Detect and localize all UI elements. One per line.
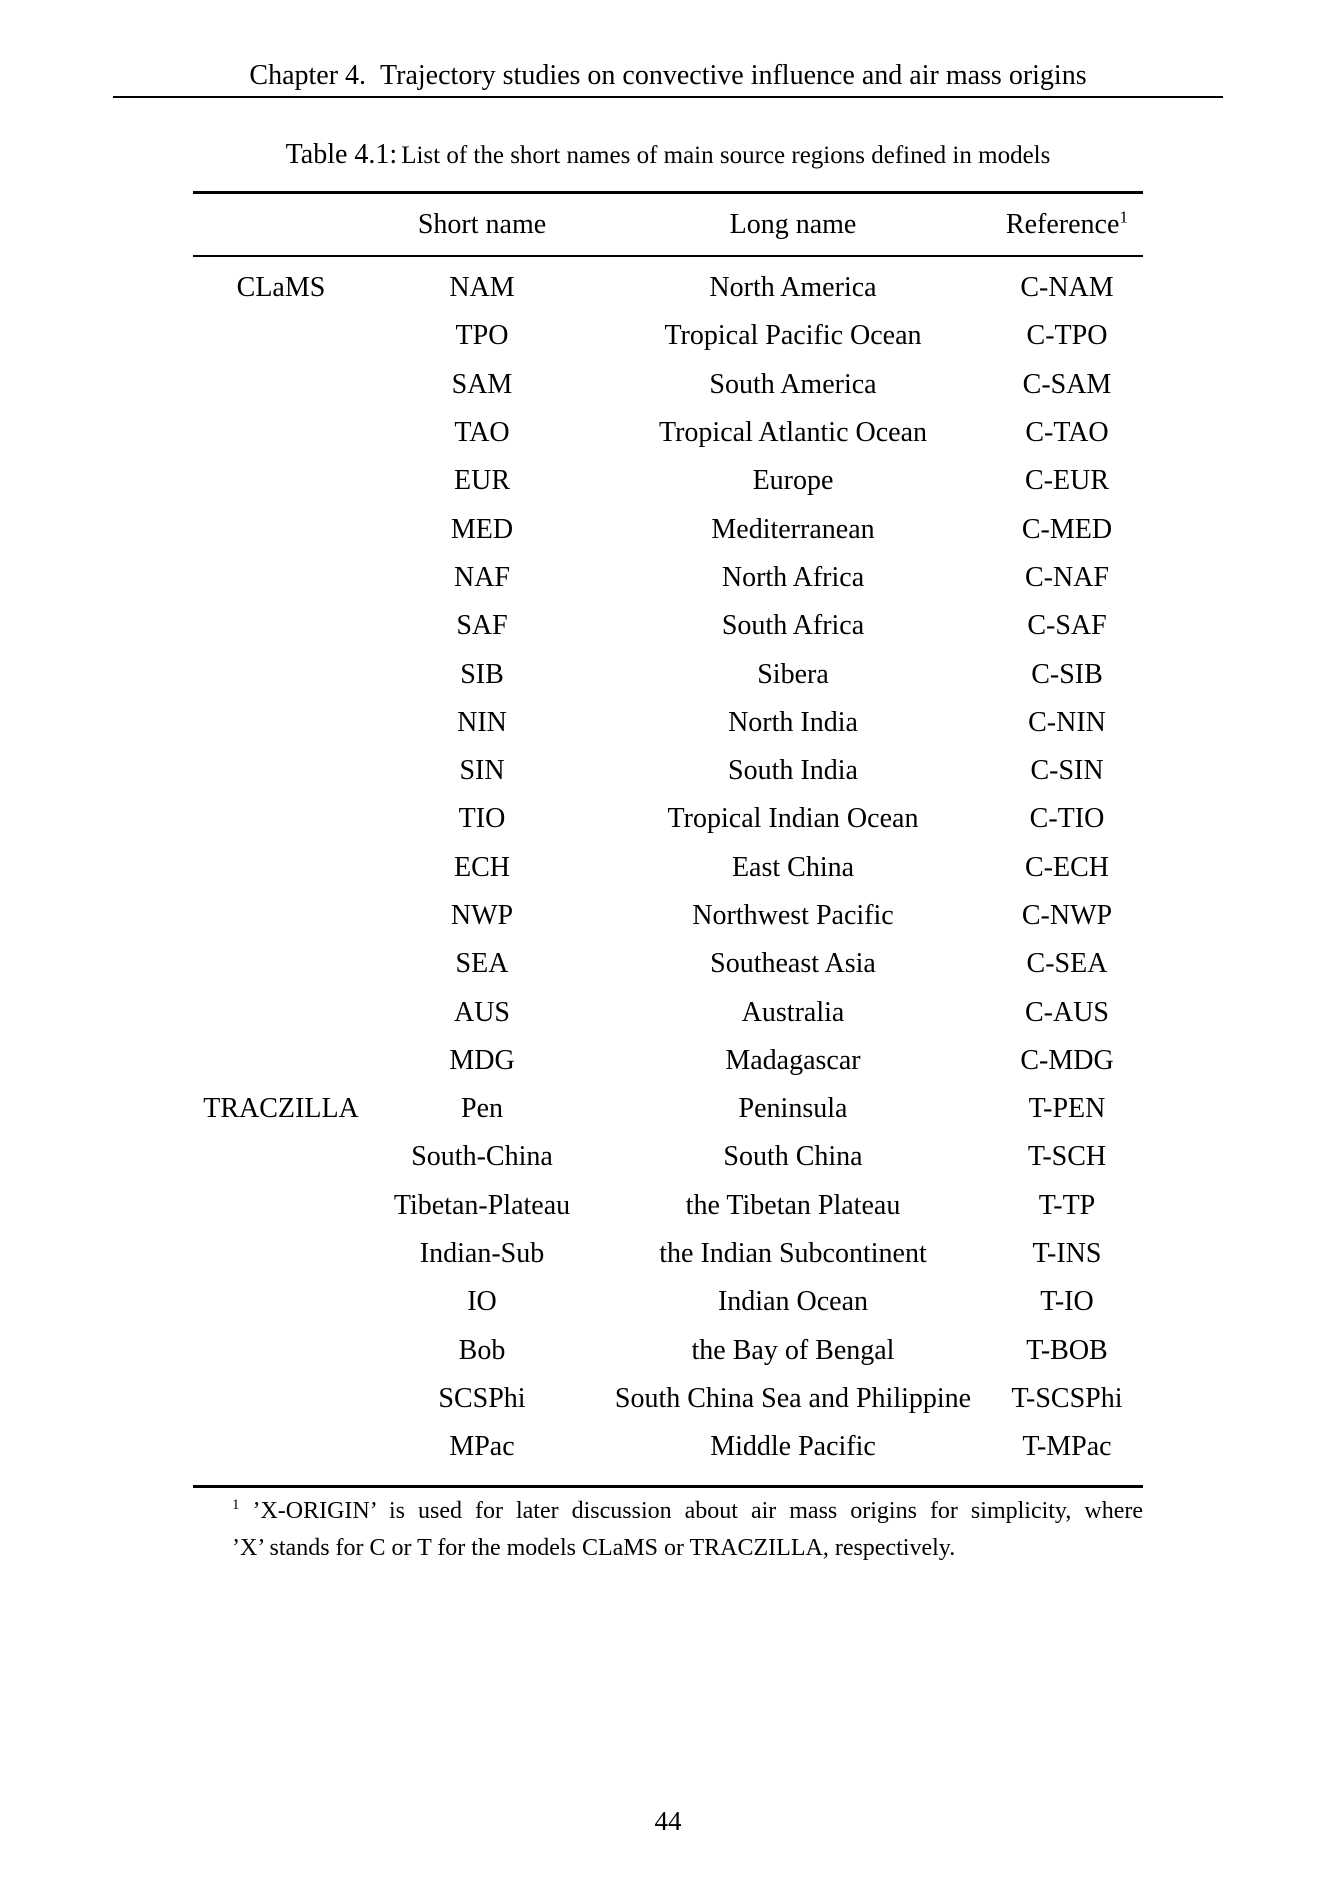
cell-reference: C-SAM [1022, 368, 1112, 400]
cell-reference: C-SEA [1026, 948, 1108, 980]
cell-short-name: ECH [454, 851, 510, 883]
cell-reference: C-AUS [1024, 996, 1109, 1028]
cell-reference: T-TP [1038, 1189, 1096, 1221]
table-row [193, 1133, 1143, 1181]
cell-long-name: Northwest Pacific [692, 900, 894, 931]
cell-short-name: IO [467, 1286, 497, 1318]
cell-long-name: Tropical Indian Ocean [667, 803, 919, 835]
cell-reference: C-MED [1021, 513, 1113, 545]
cell-long-name: Indian Ocean [717, 1286, 869, 1318]
table-row [193, 650, 1143, 698]
chapter-label: Chapter 4. [249, 60, 367, 91]
table-row [193, 1182, 1143, 1230]
footnote-line-1 [232, 1493, 1143, 1530]
table-header-row [193, 194, 1143, 255]
table-body [193, 257, 1143, 1485]
cell-reference: T-PEN [1028, 1093, 1106, 1125]
table-row [193, 312, 1143, 360]
cell-short-name: NIN [457, 706, 507, 738]
cell-short-name: NWP [450, 900, 514, 931]
cell-long-name: Europe [752, 465, 834, 497]
cell-reference: T-BOB [1026, 1334, 1108, 1366]
footnote-line-1-text: ’X-ORIGIN’ is used for later discussion about air mass origins for simplicity, where [252, 1498, 1144, 1525]
cell-short-name: SCSPhi [438, 1382, 526, 1414]
cell-long-name: South China [723, 1141, 863, 1173]
cell-reference: C-SIN [1030, 755, 1104, 787]
cell-reference: T-MPac [1022, 1431, 1112, 1463]
cell-short-name: Bob [458, 1334, 506, 1366]
table-caption [113, 140, 1223, 174]
cell-reference: C-NWP [1021, 900, 1113, 931]
source-regions-table [193, 191, 1143, 1567]
reference-footnote-marker: 1 [1119, 207, 1129, 227]
table-row [193, 361, 1143, 409]
cell-short-name: NAM [449, 272, 515, 304]
cell-reference: T-IO [1040, 1286, 1094, 1318]
cell-reference: C-TIO [1029, 803, 1105, 835]
cell-reference: C-NAM [1020, 272, 1114, 304]
cell-reference: C-NIN [1028, 706, 1106, 738]
cell-short-name: Indian-Sub [419, 1238, 545, 1270]
cell-long-name: the Tibetan Plateau [685, 1189, 901, 1221]
cell-reference: C-SAF [1027, 610, 1107, 642]
table-row [193, 892, 1143, 940]
table-row [193, 1278, 1143, 1326]
cell-reference: C-ECH [1025, 851, 1109, 883]
cell-short-name: MDG [449, 1044, 515, 1076]
cell-short-name: South-China [411, 1141, 553, 1173]
table-caption-label: Table 4.1: [285, 139, 398, 170]
chapter-title: Trajectory studies on convective influence and air mass origins [380, 60, 1087, 91]
table-row [193, 795, 1143, 843]
cell-short-name: AUS [453, 996, 510, 1028]
cell-long-name: the Bay of Bengal [691, 1334, 895, 1366]
table-row [193, 602, 1143, 650]
table-row [193, 1230, 1143, 1278]
cell-long-name: Madagascar [725, 1044, 861, 1076]
cell-long-name: North America [709, 272, 877, 304]
cell-long-name: Australia [741, 996, 845, 1028]
table-caption-text: List of the short names of main source regions defined in models [401, 142, 1051, 169]
cell-long-name: South China Sea and Philippine [614, 1382, 972, 1414]
cell-short-name: MED [450, 513, 514, 545]
cell-model: CLaMS [236, 272, 326, 304]
cell-reference: C-TPO [1026, 320, 1108, 352]
cell-long-name: Southeast Asia [710, 948, 876, 980]
cell-reference: T-SCH [1027, 1141, 1107, 1173]
cell-short-name: Tibetan-Plateau [393, 1189, 571, 1221]
cell-reference: C-NAF [1024, 561, 1109, 593]
cell-short-name: EUR [454, 465, 510, 497]
table-row [193, 844, 1143, 892]
cell-long-name: Peninsula [738, 1093, 848, 1125]
cell-short-name: Pen [461, 1093, 503, 1125]
cell-reference: C-TAO [1025, 417, 1109, 449]
table-row [193, 940, 1143, 988]
cell-long-name: North Africa [721, 561, 865, 593]
cell-long-name: South Africa [721, 610, 865, 642]
cell-reference: C-MDG [1020, 1044, 1114, 1076]
cell-long-name: South America [709, 368, 877, 400]
cell-short-name: SAF [456, 610, 508, 642]
table-bottom-rule [193, 1485, 1143, 1488]
cell-short-name: NAF [453, 561, 510, 593]
cell-short-name: TPO [455, 320, 509, 352]
header-rule [113, 96, 1223, 98]
table-row [193, 1085, 1143, 1133]
running-head-text [113, 60, 1223, 92]
cell-long-name: Mediterranean [711, 513, 875, 545]
table-row [193, 747, 1143, 795]
cell-model: TRACZILLA [203, 1093, 359, 1125]
table-row [193, 1423, 1143, 1471]
cell-reference: T-SCSPhi [1011, 1382, 1123, 1414]
table-row [193, 1375, 1143, 1423]
cell-short-name: SAM [451, 368, 513, 400]
cell-reference: T-INS [1032, 1238, 1102, 1270]
column-header-short-name: Short name [417, 208, 547, 240]
cell-long-name: East China [731, 851, 855, 883]
cell-long-name: Middle Pacific [710, 1431, 876, 1463]
table-footnote [193, 1493, 1143, 1567]
footnote-marker: 1 [232, 1497, 240, 1514]
cell-long-name: North India [728, 706, 858, 738]
table-row [193, 699, 1143, 747]
table-row [193, 1037, 1143, 1085]
cell-long-name: South India [728, 755, 858, 787]
cell-long-name: the Indian Subcontinent [659, 1238, 927, 1270]
table-row [193, 457, 1143, 505]
cell-reference: C-SIB [1031, 658, 1103, 690]
column-header-reference [991, 209, 1143, 241]
footnote-line-2: ’X’ stands for C or T for the models CLaMS or TRACZILLA, respectively. [232, 1535, 956, 1562]
cell-long-name: Tropical Atlantic Ocean [658, 417, 927, 449]
cell-short-name: SIB [460, 658, 504, 690]
cell-short-name: TAO [454, 417, 510, 449]
table-row [193, 554, 1143, 602]
cell-short-name: TIO [458, 803, 506, 835]
cell-long-name: Tropical Pacific Ocean [664, 320, 922, 352]
column-header-reference-text: Reference [1005, 208, 1120, 240]
table-row [193, 1327, 1143, 1375]
page-number: 44 [654, 1806, 682, 1836]
column-header-long-name: Long name [729, 208, 857, 240]
table-row [193, 409, 1143, 457]
cell-short-name: MPac [449, 1431, 515, 1463]
cell-long-name: Sibera [757, 658, 829, 690]
table-row [193, 264, 1143, 312]
cell-short-name: SEA [455, 948, 509, 980]
cell-short-name: SIN [459, 755, 505, 787]
table-row [193, 505, 1143, 553]
table-row [193, 988, 1143, 1036]
cell-reference: C-EUR [1025, 465, 1109, 497]
